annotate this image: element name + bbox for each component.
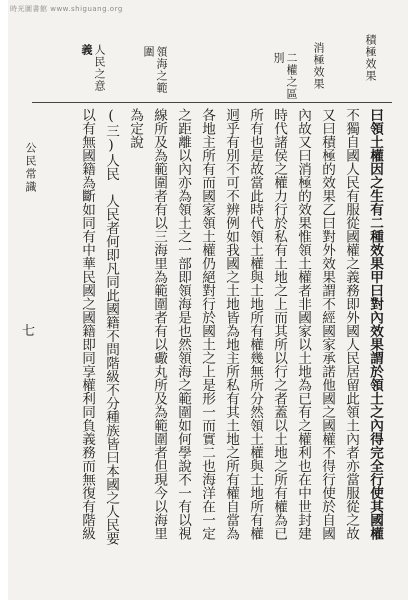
- text-column: 時代諸侯之權力行於私有土地之上而其所以行之者蓋以土地之所有權為已: [271, 108, 287, 540]
- text-column: 各地主所有而國家領土權仍絕對行於國土之上是形一而實二也海洋在一定: [199, 108, 215, 540]
- text-column: (三)人民 人民者何即凡同此國籍不問階級不分種族皆曰本國之人民要: [103, 108, 119, 545]
- text-column: 以有無國籍為斷如同有中華民國之國籍即同享權利同負義務而無復有階級: [79, 108, 95, 540]
- text-column: 內故又曰消極的效果惟領土權者非國家以土地為已有之權利也在中世封建: [295, 108, 311, 540]
- book-title: 公民常識: [24, 142, 37, 194]
- book-page: [8, 0, 408, 600]
- page-number: 七: [22, 324, 36, 339]
- text-column: 又曰積極的效果乙曰對外效果謂不經國家承諾他國之國權不得行使於自國: [319, 108, 335, 540]
- margin-note-distinction: 二權之區 別: [272, 52, 298, 100]
- text-column: 線所及為範圍者有以三海里為範圍者有以礮丸所及為範圍者但現今以海里: [151, 108, 167, 540]
- watermark: 時光圖書館 www.shiguang.org: [10, 5, 123, 13]
- text-column: 不獨自國人民有服從國權之義務即外國人民居留此領土內者亦當服從之故: [343, 108, 359, 540]
- text-column: 為定說: [127, 108, 143, 149]
- text-column: 曰領土權因之生有二種效果甲曰對內效果謂於領土之內得完全行使其國權: [367, 108, 383, 540]
- text-column: 所有也是故當此時代領土權與土地所有權幾無所分然領土權與土地所有權: [247, 108, 263, 540]
- margin-note-passive-effect: 消極效果: [312, 42, 325, 90]
- margin-note-active-effect: 積極效果: [364, 34, 377, 82]
- margin-note-territorial-sea: 領海之範 圍: [142, 46, 168, 94]
- margin-note-people: 人民之意 義: [80, 44, 106, 92]
- text-column: 迥乎有別不可不辨例如我國之土地皆為地主所私有其土地之所有權自當為: [223, 108, 239, 540]
- text-column: 之距離以內亦為領土之一部即領海是也然領海之範圍如何學說不一有以視: [175, 108, 191, 540]
- top-rule: [32, 102, 392, 103]
